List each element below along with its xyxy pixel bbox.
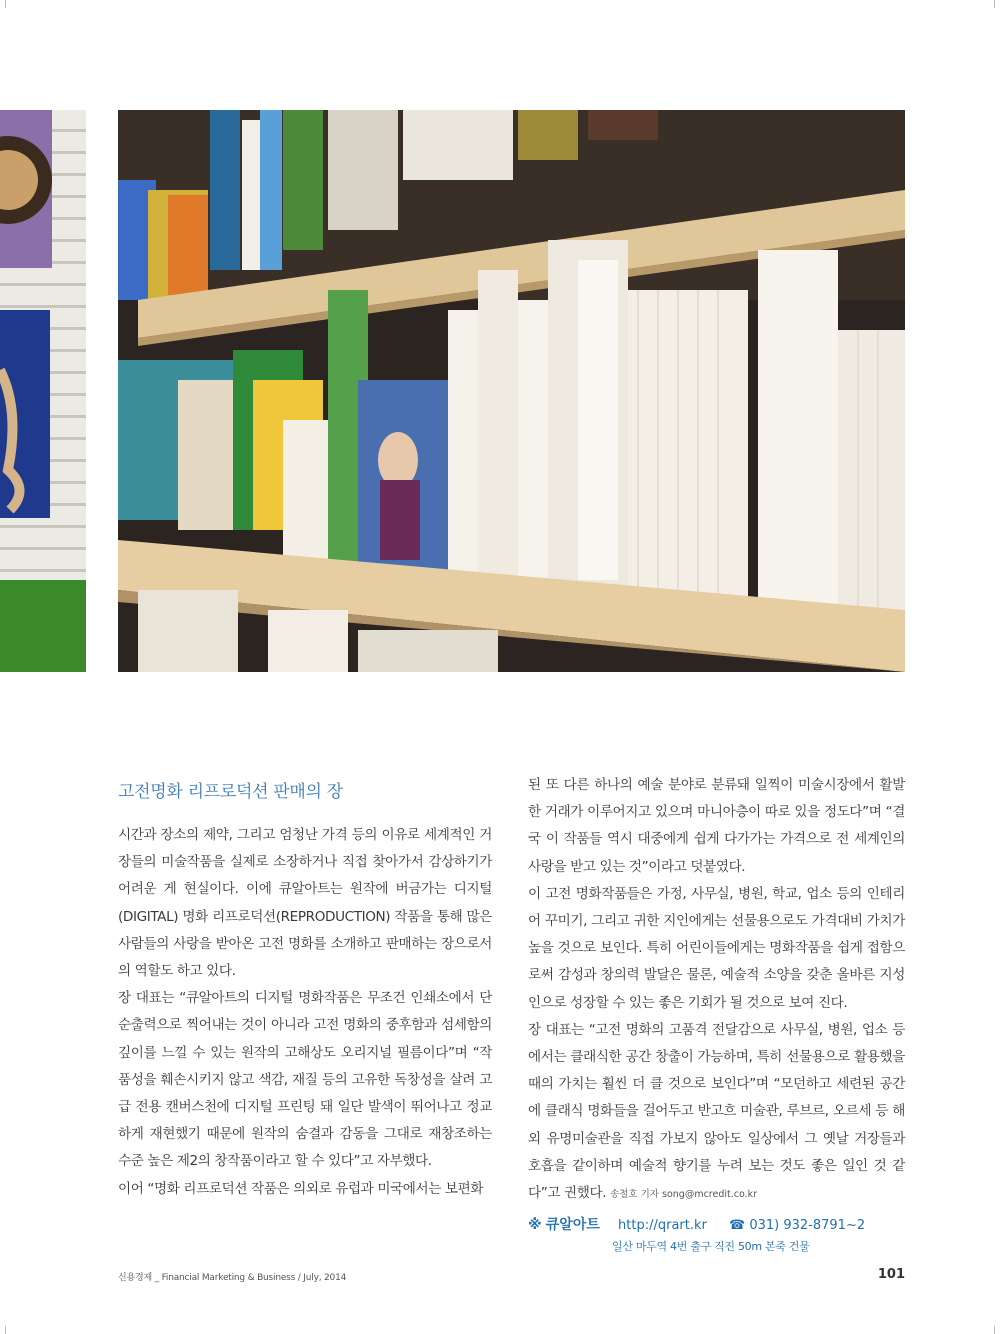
paragraph (528, 1017, 905, 1208)
page-number: 101 (877, 1267, 905, 1282)
paragraph: 장 대표는 “큐알아트의 디지털 명화작품은 무조건 인쇄소에서 단순출력으로 찍어내는 것이 아니라 고전 명화의 중후함과 섬세함의 깊이를 느낄 수 있는 원작의 고해상도 오리지널 필름이다”며 “작품성을 훼손시키지 않고 색감, 재질 등의 고유한 독창성을 살려 고급 전용 캔버스천에 디지털 프린팅 돼 일단 발색이 뛰어나고 정교하게 재현했기 때문에 원작의 숨결과 감동을 그대로 재창조하는 수준 높은 제2의 창작품이라고 할 수 있다”고 자부했다. (118, 990, 492, 1170)
paragraph: 이 고전 명화작품들은 가정, 사무실, 병원, 학교, 업소 등의 인테리어 꾸미기, 그리고 귀한 지인에게는 선물용으로도 가격대비 가치가 높을 것으로 보인다. 특히 어린이들에게는 명화작품을 쉽게 접함으로써 감성과 창의력 발달은 물론, 예술적 소양을 갖춘 올바른 지성인으로 성장할 수 있는 좋은 기회가 될 것으로 보여 진다. (528, 885, 905, 1011)
paragraph: 된 또 다른 하나의 예술 분야로 분류돼 일찍이 미술시장에서 활발한 거래가 이루어지고 있으며 마니아층이 따로 있을 정도다”며 “결국 이 작품들 역시 대중에게 쉽게 다가가는 가격으로 전 세계인의 사랑을 받고 있는 것”이라고 덧붙였다. (528, 777, 905, 875)
phone-icon: ☎ (729, 1218, 746, 1233)
article-column-left (118, 822, 492, 1203)
company-name: 큐알아트 (545, 1217, 600, 1233)
crop-mark (5, 0, 6, 8)
article-column-right (528, 772, 905, 1208)
crop-mark (994, 0, 995, 8)
paragraph-text: 장 대표는 “고전 명화의 고품격 전달감으로 사무실, 병원, 업소 등에서는 클래식한 공간 창출이 가능하며, 특히 선물용으로 활용했을 때의 가치는 훨씬 더 클 것으로 보인다”며 “모던하고 세련된 공간에 클래식 명화들을 걸어두고 반고흐 미술관, 루브르, 오르세 등 해외 유명미술관을 직접 가보지 않아도 일상에서 그 옛날 거장들과 호흡을 같이하며 예술적 향기를 누려 보는 것도 좋은 일인 것 같다”고 권했다. (528, 1021, 905, 1202)
company-info (528, 1214, 908, 1234)
crop-mark (5, 1326, 6, 1334)
paragraph: 이어 “명화 리프로덕션 작품은 의외로 유럽과 미국에서는 보편화 (118, 1180, 484, 1197)
company-phone: 031) 932-8791~2 (749, 1218, 866, 1233)
company-url-link[interactable]: http://qrart.kr (618, 1218, 707, 1233)
wall-paintings-photo (0, 110, 86, 672)
reference-mark-icon: ※ (528, 1217, 542, 1233)
crop-mark (994, 1326, 995, 1334)
canvas-shelf-photo (118, 110, 905, 672)
byline: 송철호 기자 song@mcredit.co.kr (610, 1189, 758, 1201)
magazine-footer: 신용경제 _ Financial Marketing & Business / July, 2014 (118, 1273, 347, 1283)
article-headline: 고전명화 리프로덕션 판매의 장 (118, 782, 343, 802)
company-address: 일산 마두역 4번 출구 직진 50m 본죽 건물 (612, 1240, 810, 1253)
paragraph: 시간과 장소의 제약, 그리고 엄청난 가격 등의 이유로 세계적인 거장들의 미술작품을 실제로 소장하거나 직접 찾아가서 감상하기가 어려운 게 현실이다. 이에 큐알아트는 원작에 버금가는 디지털(DIGITAL) 명화 리프로덕션(REPRODUCTION) 작품을 통해 많은 사람들의 사랑을 받아온 고전 명화를 소개하고 판매하는 장으로서의 역할도 하고 있다. (118, 827, 492, 980)
